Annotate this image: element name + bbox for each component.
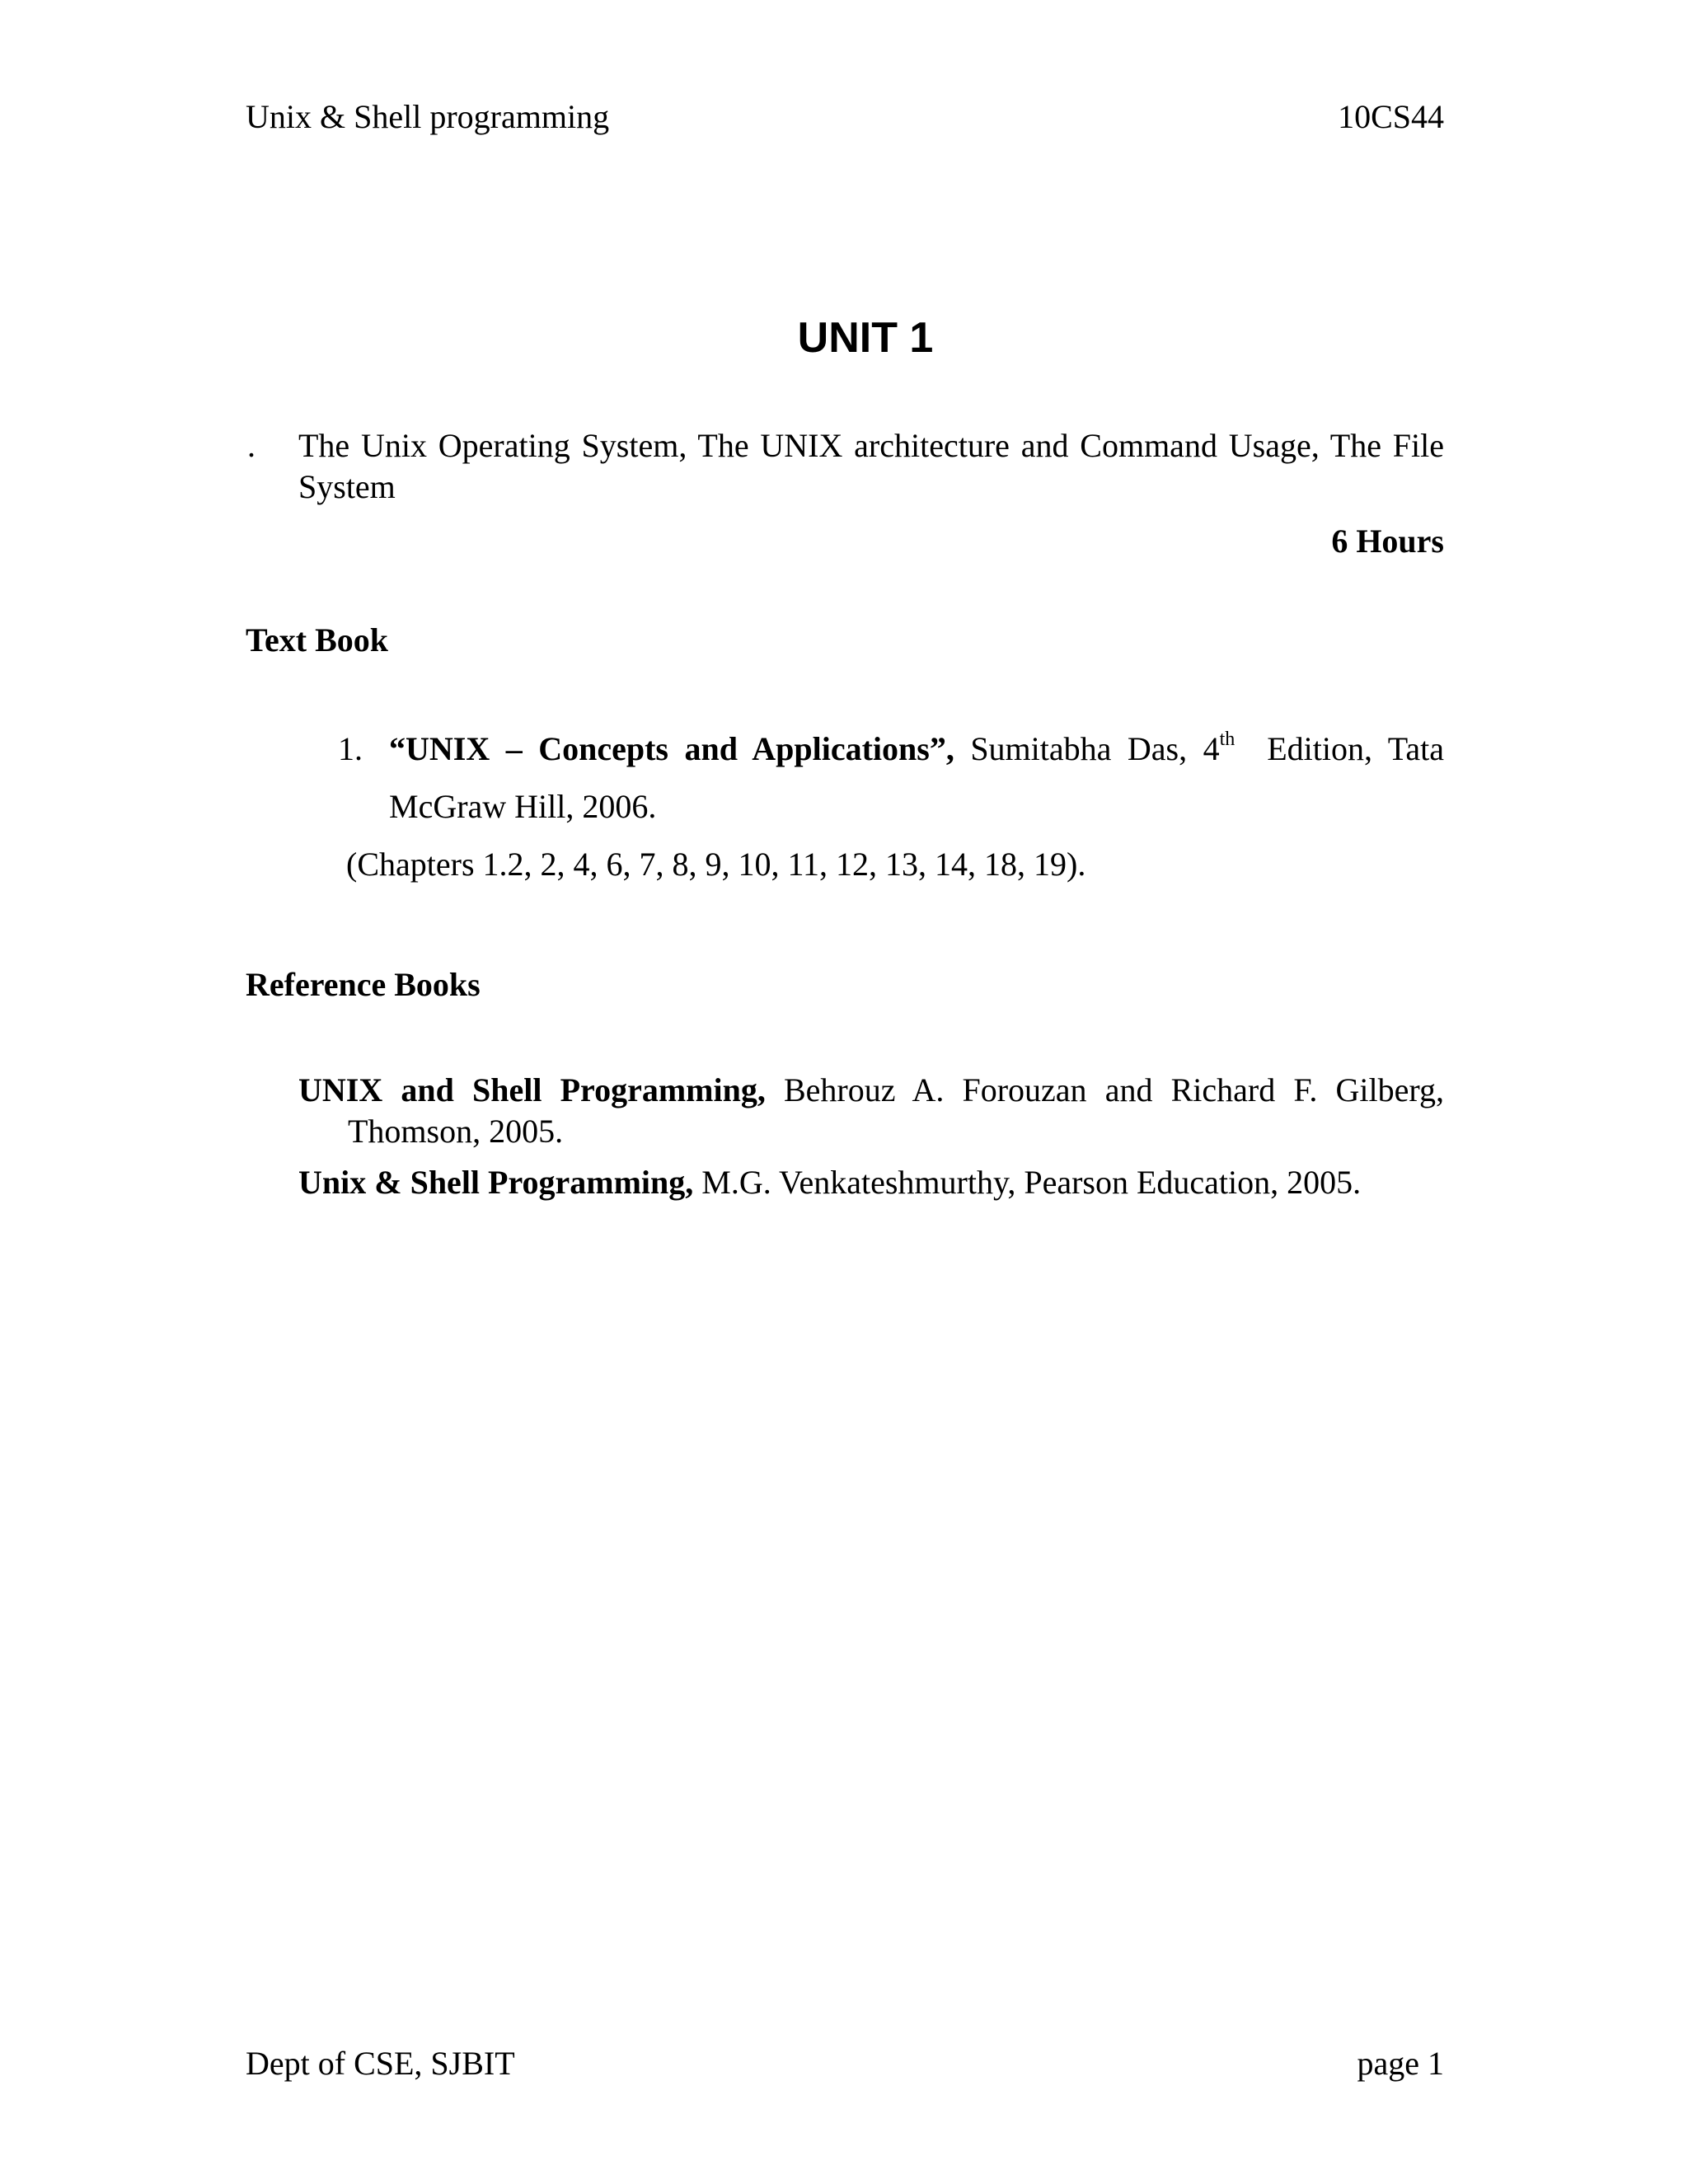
reference-book-2-title: Unix & Shell Programming,	[298, 1164, 694, 1201]
reference-book-2	[298, 1162, 1444, 1203]
reference-book-2-line-1	[298, 1162, 1444, 1203]
footer-department: Dept of CSE, SJBIT	[246, 2045, 515, 2082]
unit-hours: 6 Hours	[1331, 523, 1444, 560]
reference-books-list	[298, 1070, 1444, 1213]
text-book-heading: Text Book	[246, 621, 389, 658]
topics-text-1: The Unix Operating System, The UNIX architecture and Command Usage, The File	[298, 427, 1444, 464]
reference-book-1-line-2: Thomson, 2005.	[348, 1113, 564, 1150]
text-book-author: Sumitabha Das, 4	[970, 730, 1220, 767]
text-book-item	[338, 720, 1444, 836]
text-book-edition-sup: th	[1219, 729, 1236, 750]
topics-bullet: .	[247, 427, 256, 464]
header-course-title: Unix & Shell programming	[246, 98, 610, 135]
topics-line-1	[247, 425, 1444, 466]
reference-book-2-details: M.G. Venkateshmurthy, Pearson Education, 2005.	[701, 1164, 1362, 1201]
topics-line-2: System	[298, 468, 396, 505]
footer-page-number: page 1	[1357, 2045, 1444, 2082]
text-book-publisher: McGraw Hill, 2006.	[389, 788, 657, 825]
text-book-line-1	[389, 720, 1444, 778]
text-book-item-number: 1.	[338, 730, 363, 767]
unit-topics	[247, 425, 1444, 508]
text-book-chapters: (Chapters 1.2, 2, 4, 6, 7, 8, 9, 10, 11, 12, 13, 14, 18, 19).	[346, 846, 1086, 883]
reference-books-heading: Reference Books	[246, 966, 481, 1003]
reference-book-1-line-1	[298, 1070, 1444, 1111]
text-book-title: “UNIX – Concepts and Applications”,	[389, 730, 954, 767]
text-book-item-body	[389, 720, 1444, 836]
unit-title: UNIT 1	[797, 314, 934, 362]
text-book-edition: Edition, Tata	[1267, 730, 1445, 767]
reference-book-1	[298, 1070, 1444, 1152]
reference-book-1-details: Behrouz A. Forouzan and Richard F. Gilberg,	[784, 1071, 1444, 1108]
header-course-code: 10CS44	[1338, 98, 1444, 135]
reference-book-1-title: UNIX and Shell Programming,	[298, 1071, 766, 1108]
